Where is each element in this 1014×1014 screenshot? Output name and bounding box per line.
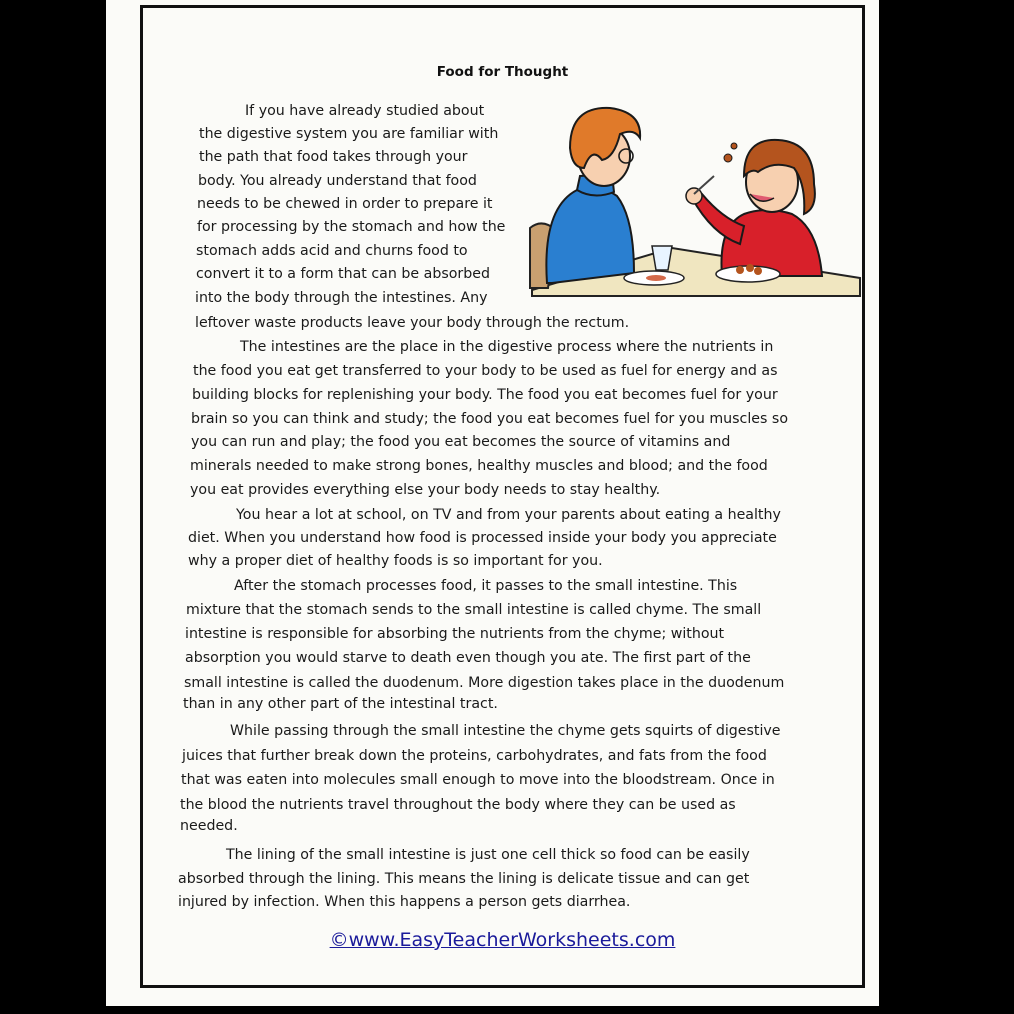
text-line: stomach adds acid and churns food to [196, 243, 468, 259]
page-title: Food for Thought [436, 64, 569, 80]
text-line: The intestines are the place in the digestive process where the nutrients in [240, 339, 774, 355]
text-line: absorption you would starve to death even though you ate. The first part of the [185, 650, 751, 666]
text-line: you can run and play; the food you eat becomes the source of vitamins and [191, 434, 731, 450]
text-line: brain so you can think and study; the food you eat becomes fuel for you muscles so [191, 411, 788, 427]
text-line: injured by infection. When this happens a person gets diarrhea. [178, 894, 631, 910]
text-line: than in any other part of the intestinal tract. [183, 696, 498, 712]
text-line: If you have already studied about [245, 103, 485, 119]
website-link[interactable]: ©www.EasyTeacherWorksheets.com [329, 929, 676, 951]
text-line: While passing through the small intestine the chyme gets squirts of digestive [230, 723, 781, 739]
text-line: needed. [180, 818, 238, 834]
text-line: the digestive system you are familiar with [199, 126, 499, 142]
text-line: intestine is responsible for absorbing the nutrients from the chyme; without [185, 626, 725, 642]
text-line: the food you eat get transferred to your body to be used as fuel for energy and as [193, 363, 778, 379]
text-line: that was eaten into molecules small enough to move into the bloodstream. Once in [181, 772, 775, 788]
text-line: needs to be chewed in order to prepare it [197, 196, 493, 212]
text-line: small intestine is called the duodenum. More digestion takes place in the duodenum [184, 675, 785, 691]
text-line: minerals needed to make strong bones, healthy muscles and blood; and the food [190, 458, 768, 474]
text-line: the blood the nutrients travel throughout the body where they can be used as [180, 797, 736, 813]
text-line: absorbed through the lining. This means the lining is delicate tissue and can get [178, 871, 750, 887]
text-line: into the body through the intestines. Any [195, 290, 488, 306]
text-line: diet. When you understand how food is processed inside your body you appreciate [188, 530, 777, 546]
text-line: leftover waste products leave your body through the rectum. [195, 315, 630, 331]
text-line: The lining of the small intestine is just one cell thick so food can be easily [226, 847, 750, 863]
mother-and-girl-eating-illustration [522, 98, 862, 298]
text-line: juices that further break down the proteins, carbohydrates, and fats from the food [182, 748, 767, 764]
text-line: why a proper diet of healthy foods is so important for you. [188, 553, 603, 569]
text-line: body. You already understand that food [198, 173, 477, 189]
text-line: the path that food takes through your [199, 149, 468, 165]
text-line: After the stomach processes food, it passes to the small intestine. This [234, 578, 738, 594]
text-line: mixture that the stomach sends to the small intestine is called chyme. The small [186, 602, 762, 618]
text-line: you eat provides everything else your body needs to stay healthy. [190, 482, 661, 498]
text-line: for processing by the stomach and how the [197, 219, 506, 235]
text-line: You hear a lot at school, on TV and from your parents about eating a healthy [236, 507, 781, 523]
text-line: convert it to a form that can be absorbed [196, 266, 490, 282]
text-line: building blocks for replenishing your body. The food you eat becomes fuel for your [192, 387, 778, 403]
